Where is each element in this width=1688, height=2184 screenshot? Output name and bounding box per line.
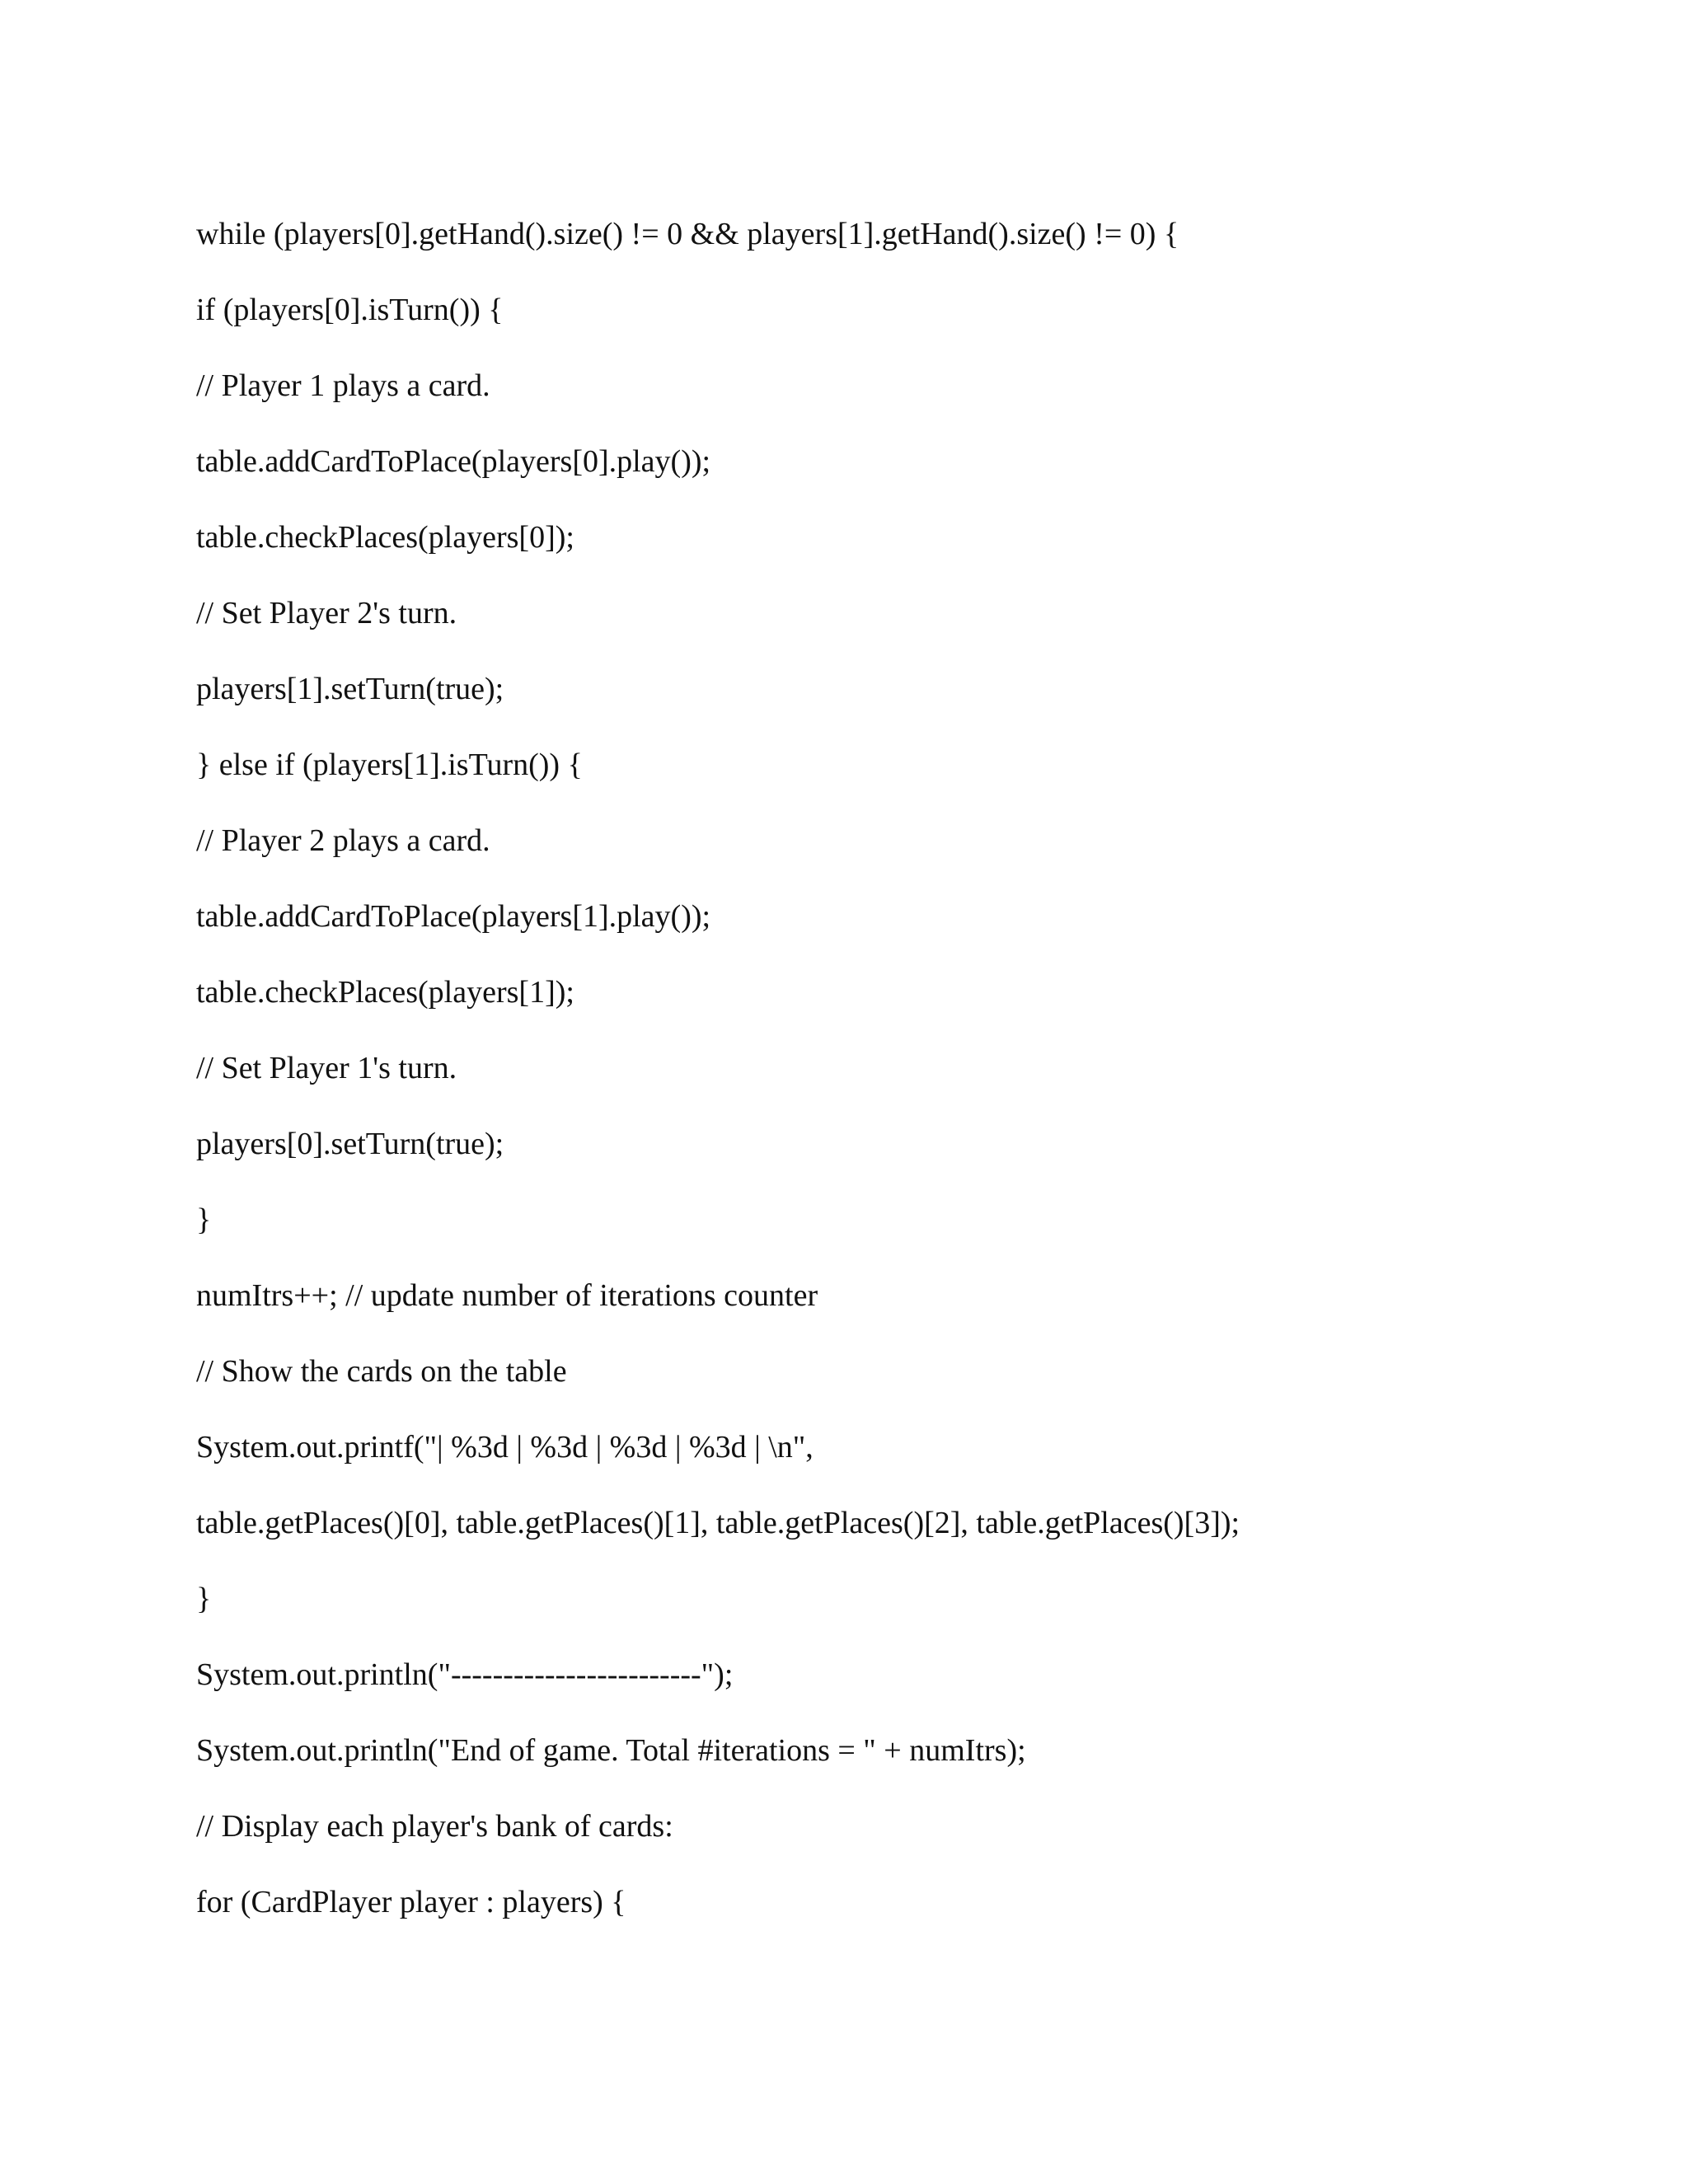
code-line: if (players[0].isTurn()) { xyxy=(196,293,504,327)
code-line: } xyxy=(196,1202,212,1237)
code-line: table.checkPlaces(players[0]); xyxy=(196,520,574,555)
code-line: // Show the cards on the table xyxy=(196,1354,567,1389)
code-line: System.out.printf("| %3d | %3d | %3d | %3d | \n", xyxy=(196,1430,814,1465)
code-line: } else if (players[1].isTurn()) { xyxy=(196,748,583,782)
code-line: table.checkPlaces(players[1]); xyxy=(196,975,574,1010)
code-line: numItrs++; // update number of iterations counter xyxy=(196,1278,818,1313)
code-listing xyxy=(196,196,1240,1940)
code-line: // Set Player 1's turn. xyxy=(196,1051,457,1085)
code-line: table.getPlaces()[0], table.getPlaces()[1], table.getPlaces()[2], table.getPlaces()[3]); xyxy=(196,1506,1240,1540)
code-line: table.addCardToPlace(players[0].play()); xyxy=(196,444,711,479)
code-line: System.out.println("End of game. Total #iterations = " + numItrs); xyxy=(196,1733,1026,1768)
code-line: while (players[0].getHand().size() != 0 && players[1].getHand().size() != 0) { xyxy=(196,217,1179,251)
code-line: for (CardPlayer player : players) { xyxy=(196,1885,626,1919)
code-line: players[1].setTurn(true); xyxy=(196,672,504,706)
code-line: // Player 2 plays a card. xyxy=(196,823,490,858)
code-line: System.out.println("------------------------"); xyxy=(196,1657,734,1692)
code-line: // Display each player's bank of cards: xyxy=(196,1809,673,1844)
code-line: // Set Player 2's turn. xyxy=(196,596,457,630)
code-line: } xyxy=(196,1582,212,1616)
code-line: table.addCardToPlace(players[1].play()); xyxy=(196,899,711,934)
code-line: players[0].setTurn(true); xyxy=(196,1127,504,1161)
code-line: // Player 1 plays a card. xyxy=(196,368,490,403)
